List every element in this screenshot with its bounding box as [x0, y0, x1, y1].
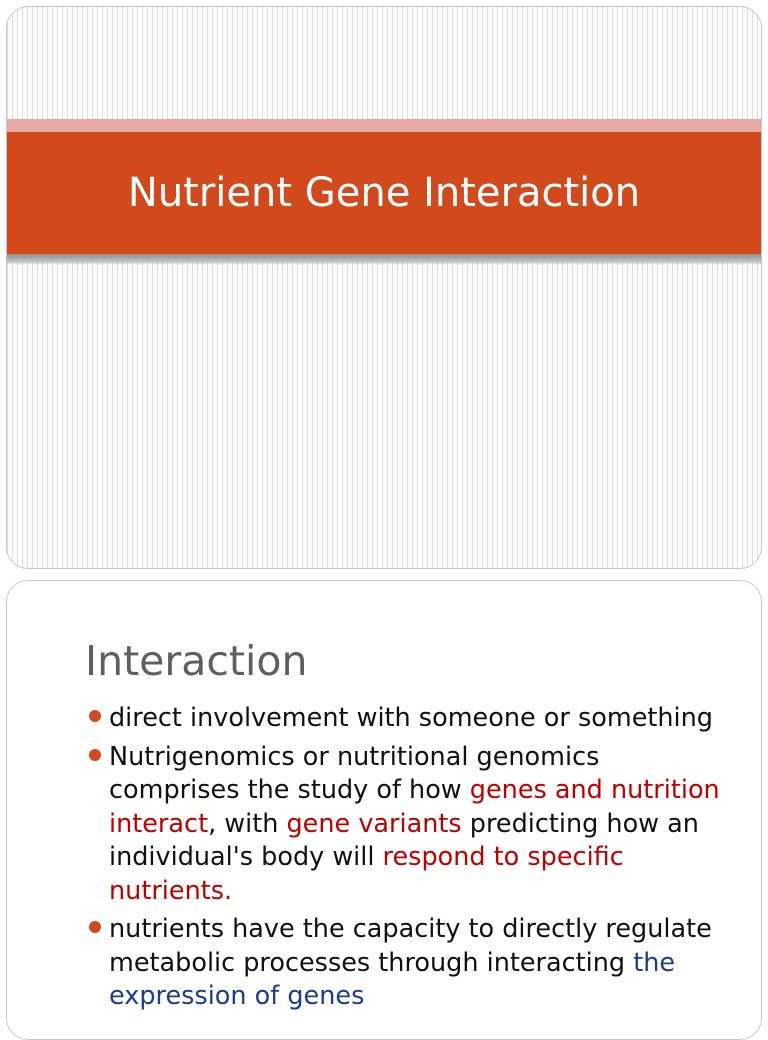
bullet-text: nutrients have the capacity to directly regulate metabolic processes through [109, 914, 712, 978]
bullet-dot-icon [89, 710, 101, 722]
title-band-shadow [7, 254, 761, 265]
bullet-item [85, 702, 735, 736]
bullet-text: direct involvement with someone or something [109, 703, 713, 733]
slide-heading: Interaction [85, 637, 308, 685]
bullet-text: Nutrigenomics or nutritional genomics comprises the study of how [109, 741, 600, 805]
bullet-list [85, 702, 735, 1019]
title-slide [6, 6, 762, 569]
highlight-text: respond to specific nutrients. [109, 842, 624, 906]
title-band [7, 132, 761, 254]
bullet-item [85, 741, 735, 909]
bullet-item [85, 913, 735, 1014]
bullet-text: , with [208, 808, 287, 839]
highlight-text: the expression of genes [109, 947, 676, 1011]
highlight-text: genes and nutrition interact [109, 775, 720, 839]
slide-title: Nutrient Gene Interaction [127, 170, 641, 216]
bullet-dot-icon [89, 749, 101, 761]
bullet-text: predicting how an individual's body will [109, 808, 699, 872]
highlight-text: gene variants [286, 808, 462, 839]
title-accent-strip [7, 119, 761, 132]
content-slide [6, 580, 762, 1040]
bullet-dot-icon [89, 921, 101, 933]
bullet-text: interacting [486, 947, 634, 978]
